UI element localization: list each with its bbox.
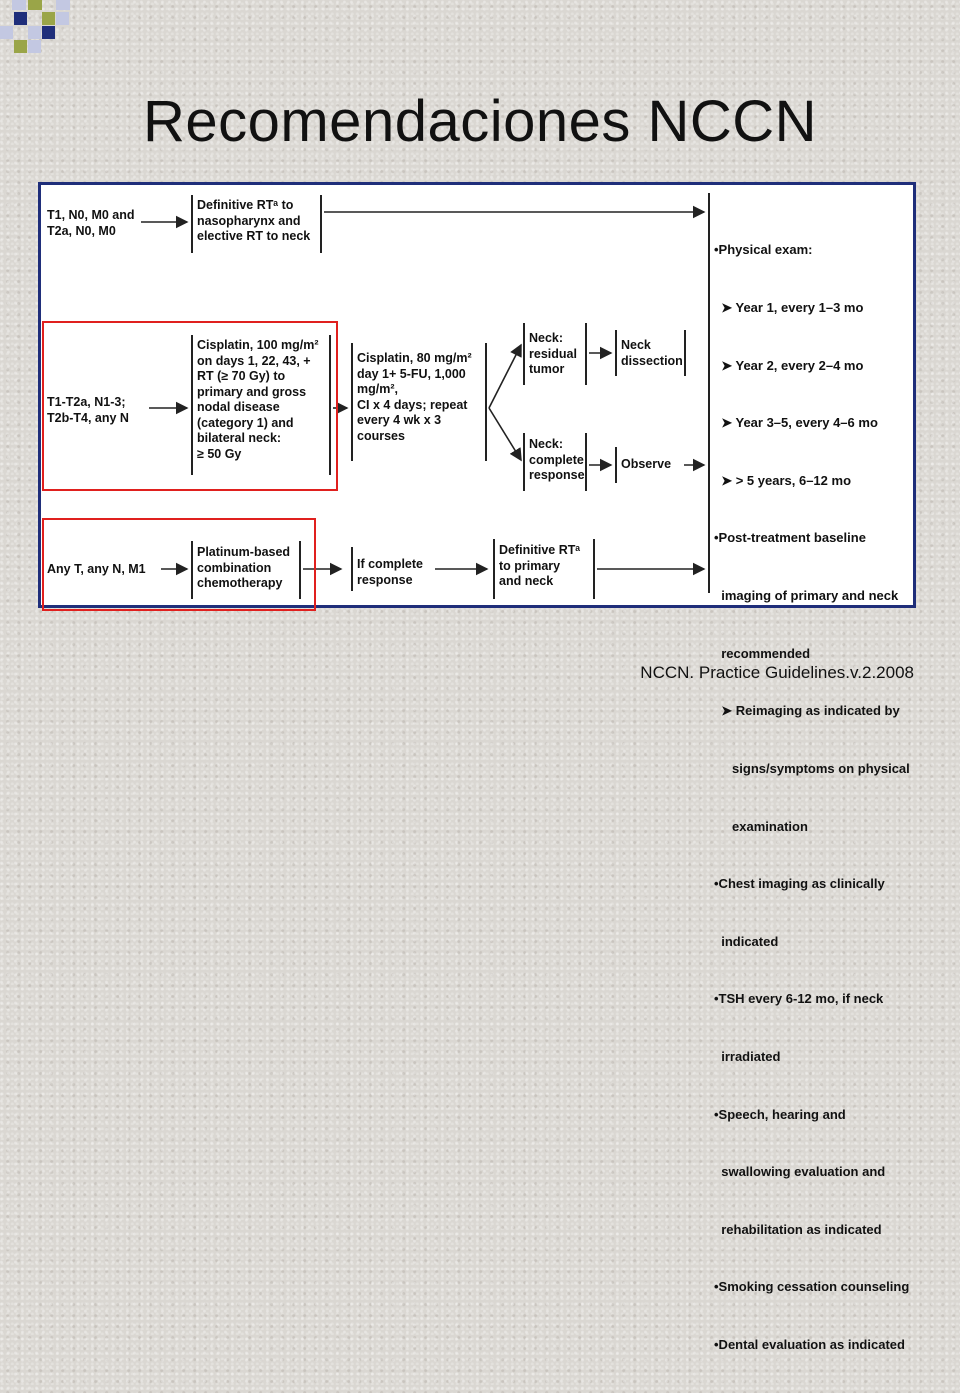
bracket	[351, 547, 353, 591]
text-line: bilateral neck:	[197, 431, 282, 445]
text-line: T1-T2a, N1-3;	[47, 395, 126, 409]
bracket	[684, 330, 686, 376]
bracket	[523, 323, 525, 385]
list-item: indicated	[714, 933, 779, 949]
text-line: T2a, N0, M0	[47, 223, 116, 238]
list-item: signs/symptoms on physical	[714, 760, 910, 776]
slide-title: Recomendaciones NCCN	[142, 89, 818, 154]
text-line: nodal disease	[197, 400, 280, 414]
treatment-definitive-rt	[197, 198, 310, 245]
text-line: dissection	[621, 353, 683, 368]
list-item: •Physical exam:	[714, 242, 813, 258]
bracket	[320, 195, 322, 253]
list-item: ➤ Year 1, every 1–3 mo	[714, 300, 864, 316]
text-line: T1, N0, M0 and	[47, 208, 135, 222]
list-item: swallowing evaluation and	[714, 1164, 886, 1180]
observe	[621, 457, 671, 473]
text-line: Neck	[621, 338, 651, 352]
text-line: response	[357, 572, 413, 587]
neck-residual-tumor	[529, 331, 577, 378]
text-line: residual	[529, 346, 577, 361]
deco-square	[14, 40, 27, 53]
text-line: combination	[197, 560, 272, 575]
deco-square	[56, 12, 69, 25]
text-line: nasopharynx and	[197, 213, 301, 228]
text-line: Cisplatin, 80 mg/m²	[357, 351, 472, 365]
bracket	[523, 433, 525, 491]
deco-square	[56, 0, 70, 10]
list-item: irradiated	[714, 1048, 781, 1064]
bracket	[191, 195, 193, 253]
bracket	[485, 343, 487, 461]
text-line: courses	[357, 428, 405, 443]
list-item: imaging of primary and neck	[714, 588, 899, 604]
text-line: Definitive RTᵃ to	[197, 198, 294, 212]
text-line: Any T, any N, M1	[47, 562, 146, 576]
definitive-rt-primary-neck	[499, 543, 580, 590]
list-item: ➤ Year 2, every 2–4 mo	[714, 357, 864, 373]
bracket	[493, 539, 495, 599]
arrow	[489, 408, 521, 460]
deco-square	[28, 26, 41, 39]
text-line: If complete	[357, 557, 423, 571]
text-line: response	[529, 468, 585, 482]
deco-square	[14, 12, 27, 25]
deco-square	[42, 12, 55, 25]
if-complete-response	[357, 557, 423, 588]
highlight-box-locoregional	[42, 321, 338, 491]
text-line: on days 1, 22, 43, +	[197, 353, 311, 368]
arrow	[489, 345, 521, 408]
list-item: •Post-treatment baseline	[714, 530, 866, 546]
adjuvant-chemotherapy	[357, 351, 472, 444]
list-item: rehabilitation as indicated	[714, 1221, 882, 1237]
list-item: •Dental evaluation as indicated	[714, 1336, 905, 1352]
list-item: •Chest imaging as clinically	[714, 876, 885, 892]
text-line: and neck	[499, 574, 554, 588]
text-line: T2b-T4, any N	[47, 410, 129, 425]
text-line: mg/m²,	[357, 382, 398, 396]
list-item: ➤ > 5 years, 6–12 mo	[714, 472, 852, 488]
list-item: •Speech, hearing and	[714, 1106, 846, 1122]
bracket	[615, 447, 617, 483]
text-line: ≥ 50 Gy	[197, 446, 242, 461]
text-line: day 1+ 5-FU, 1,000	[357, 366, 466, 381]
text-line: Definitive RTᵃ	[499, 543, 581, 557]
list-item: ➤ Year 3–5, every 4–6 mo	[714, 415, 878, 431]
bracket	[351, 343, 353, 461]
text-line: to primary	[499, 558, 561, 573]
text-line: elective RT to neck	[197, 229, 311, 243]
text-line: RT (≥ 70 Gy) to	[197, 369, 286, 383]
text-line: primary and gross	[197, 384, 307, 399]
text-line: chemotherapy	[197, 576, 283, 590]
list-item: examination	[714, 818, 808, 834]
deco-square	[28, 40, 41, 53]
text-line: CI x 4 days; repeat	[357, 397, 468, 412]
list-item: •TSH every 6-12 mo, if neck	[714, 991, 884, 1007]
list-item: ➤ Reimaging as indicated by	[714, 703, 900, 719]
deco-square	[0, 26, 13, 39]
text-line: Observe	[621, 457, 672, 471]
text-line: Neck:	[529, 331, 564, 345]
text-line: Platinum-based	[197, 545, 291, 559]
bracket	[708, 193, 710, 593]
bracket	[593, 539, 595, 599]
list-item: recommended	[714, 645, 811, 661]
bracket	[585, 323, 587, 385]
highlight-box-metastatic	[42, 518, 316, 611]
text-line: (category 1) and	[197, 415, 294, 430]
bracket	[585, 433, 587, 491]
neck-complete-response	[529, 437, 585, 484]
deco-square	[28, 0, 42, 10]
deco-square	[12, 0, 26, 10]
deco-square	[42, 26, 55, 39]
follow-up-list	[714, 202, 910, 1393]
text-line: Cisplatin, 100 mg/m²	[197, 338, 319, 352]
text-line: tumor	[529, 362, 565, 376]
list-item: •Smoking cessation counseling	[714, 1279, 910, 1295]
stage-early	[47, 208, 135, 239]
citation: NCCN. Practice Guidelines.v.2.2008	[640, 663, 914, 682]
text-line: complete	[529, 452, 584, 467]
text-line: Neck:	[529, 437, 564, 451]
neck-dissection	[621, 338, 683, 369]
bracket	[615, 330, 617, 376]
text-line: every 4 wk x 3	[357, 413, 442, 427]
